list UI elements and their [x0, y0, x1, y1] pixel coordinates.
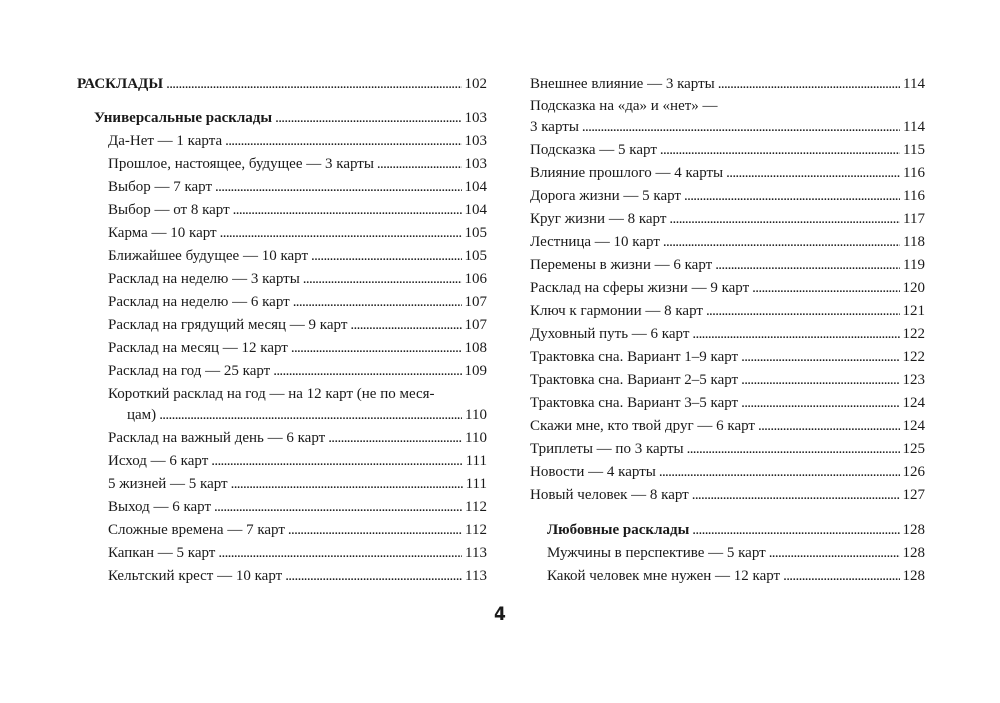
toc-entry	[530, 324, 925, 344]
dot-leader	[659, 462, 900, 482]
dot-leader	[311, 246, 461, 266]
dot-leader	[166, 74, 461, 94]
toc-entry-title: Лестница — 10 карт	[530, 234, 660, 250]
toc-page-number: 120	[902, 280, 925, 296]
toc-entry	[77, 520, 487, 540]
toc-page-number: 121	[902, 303, 925, 319]
toc-page-number: 122	[902, 326, 925, 342]
toc-page-number: 122	[902, 349, 925, 365]
toc-entry-title: Исход — 6 карт	[108, 453, 209, 469]
dot-leader	[303, 269, 462, 289]
dot-leader	[285, 566, 462, 586]
toc-entry	[530, 209, 925, 229]
toc-entry	[77, 177, 487, 197]
toc-page-number: 107	[464, 317, 487, 333]
dot-leader	[220, 223, 462, 243]
toc-entry-title: Сложные времена — 7 карт	[108, 522, 285, 538]
toc-entry	[77, 497, 487, 517]
toc-page-number: 115	[903, 142, 925, 158]
toc-entry	[77, 246, 487, 266]
toc-page-number: 116	[903, 188, 925, 204]
toc-page-number: 114	[903, 119, 925, 135]
toc-entry-title: Трактовка сна. Вариант 2–5 карт	[530, 372, 739, 388]
toc-entry	[530, 566, 925, 586]
toc-page-number: 110	[465, 407, 487, 423]
toc-page-number: 108	[464, 340, 487, 356]
toc-entry-title: Расклад на неделю — 6 карт	[108, 294, 290, 310]
dot-leader	[663, 232, 900, 252]
dot-leader	[293, 292, 462, 312]
dot-leader	[273, 361, 461, 381]
toc-entry-title: Расклад на неделю — 3 карты	[108, 271, 300, 287]
toc-entry	[530, 117, 925, 137]
toc-entry-title: Круг жизни — 8 карт	[530, 211, 667, 227]
toc-entry-title: Прошлое, настоящее, будущее — 3 карты	[108, 156, 374, 172]
toc-page-number: 103	[464, 133, 487, 149]
toc-entry-title: Внешнее влияние — 3 карты	[530, 76, 715, 92]
toc-entry	[530, 347, 925, 367]
toc-entry-title: 5 жизней — 5 карт	[108, 476, 228, 492]
toc-entry	[77, 361, 487, 381]
toc-entry	[530, 278, 925, 298]
toc-entry-title: Выбор — от 8 карт	[108, 202, 230, 218]
dot-leader	[726, 163, 900, 183]
dot-leader	[275, 108, 461, 128]
toc-entry	[77, 154, 487, 174]
toc-entry	[77, 315, 487, 335]
dot-leader	[758, 416, 900, 436]
dot-leader	[715, 255, 900, 275]
dot-leader	[214, 497, 462, 517]
toc-section-entry	[77, 74, 487, 94]
toc-entry	[530, 543, 925, 563]
toc-entry	[530, 485, 925, 505]
toc-page-number: 125	[902, 441, 925, 457]
toc-entry-title: Выбор — 7 карт	[108, 179, 213, 195]
toc-entry-title: Трактовка сна. Вариант 1–9 карт	[530, 349, 739, 365]
dot-leader	[692, 485, 900, 505]
toc-entry	[77, 223, 487, 243]
toc-page-number: 102	[464, 76, 487, 92]
toc-entry	[530, 232, 925, 252]
toc-entry-title: Ключ к гармонии — 8 карт	[530, 303, 703, 319]
toc-entry-title: Расклад на сферы жизни — 9 карт	[530, 280, 750, 296]
toc-entry	[77, 566, 487, 586]
toc-page-number: 127	[902, 487, 925, 503]
toc-entry	[530, 370, 925, 390]
toc-subsection-entry	[530, 520, 925, 540]
toc-page-number: 103	[464, 156, 487, 172]
toc-entry-title: Карма — 10 карт	[108, 225, 217, 241]
toc-page-number: 113	[465, 568, 487, 584]
toc-entry	[77, 543, 487, 563]
toc-entry	[77, 292, 487, 312]
toc-entry-title: Какой человек мне нужен — 12 карт	[547, 568, 781, 584]
toc-page-number: 112	[465, 522, 487, 538]
toc-subsection-title: Любовные расклады	[547, 522, 690, 538]
dot-leader	[718, 74, 900, 94]
dot-leader	[741, 347, 899, 367]
toc-page-number: 124	[902, 395, 925, 411]
toc-entry	[530, 393, 925, 413]
toc-entry	[530, 439, 925, 459]
toc-entry-title: Выход — 6 карт	[108, 499, 212, 515]
toc-entry-title: Трактовка сна. Вариант 3–5 карт	[530, 395, 739, 411]
dot-leader	[741, 393, 899, 413]
toc-entry-title: Кельтский крест — 10 карт	[108, 568, 283, 584]
dot-leader	[159, 405, 462, 425]
dot-leader	[211, 451, 462, 471]
dot-leader	[769, 543, 900, 563]
toc-entry-title: Перемены в жизни — 6 карт	[530, 257, 713, 273]
dot-leader	[752, 278, 899, 298]
toc-entry-title: Да-Нет — 1 карта	[108, 133, 223, 149]
toc-entry	[77, 269, 487, 289]
dot-leader	[582, 117, 900, 137]
toc-entry	[77, 428, 487, 448]
dot-leader	[350, 315, 461, 335]
toc-entry-title: Ближайшее будущее — 10 карт	[108, 248, 309, 264]
toc-entry	[530, 74, 925, 94]
toc-page-number: 105	[464, 248, 487, 264]
dot-leader	[225, 131, 461, 151]
dot-leader	[218, 543, 462, 563]
toc-entry	[530, 163, 925, 183]
toc-entry	[530, 301, 925, 321]
toc-page-number: 124	[902, 418, 925, 434]
toc-entry	[77, 474, 487, 494]
toc-page-number: 119	[903, 257, 925, 273]
toc-entry	[530, 416, 925, 436]
dot-leader	[783, 566, 899, 586]
toc-entry-title: Расклад на грядущий месяц — 9 карт	[108, 317, 348, 333]
toc-page-number: 110	[465, 430, 487, 446]
toc-page-number: 118	[903, 234, 925, 250]
toc-page-number: 123	[902, 372, 925, 388]
toc-page-number: 113	[465, 545, 487, 561]
toc-page-number: 106	[464, 271, 487, 287]
dot-leader	[288, 520, 462, 540]
dot-leader	[660, 140, 900, 160]
toc-page-number: 111	[465, 476, 487, 492]
toc-entry-title: Триплеты — по 3 карты	[530, 441, 684, 457]
dot-leader	[231, 474, 463, 494]
toc-entry-title: Новый человек — 8 карт	[530, 487, 689, 503]
dot-leader	[669, 209, 900, 229]
toc-page-number: 128	[902, 545, 925, 561]
toc-entry-title-line2: цам)	[127, 407, 157, 423]
toc-entry-title: Скажи мне, кто твой друг — 6 карт	[530, 418, 755, 434]
dot-leader	[215, 177, 461, 197]
toc-entry-title: Влияние прошлого — 4 карты	[530, 165, 724, 181]
toc-entry-title: Расклад на год — 25 карт	[108, 363, 271, 379]
toc-entry-title: Расклад на важный день — 6 карт	[108, 430, 326, 446]
toc-entry-title-line1: Короткий расклад на год — на 12 карт (не по меся-	[108, 386, 435, 402]
toc-entry-title: Капкан — 5 карт	[108, 545, 216, 561]
dot-leader	[328, 428, 462, 448]
toc-entry	[530, 186, 925, 206]
page-number: 4	[494, 603, 506, 625]
toc-page-number: 117	[903, 211, 925, 227]
dot-leader	[687, 439, 900, 459]
toc-entry	[530, 462, 925, 482]
dot-leader	[377, 154, 462, 174]
toc-entry-title: Мужчины в перспективе — 5 карт	[547, 545, 766, 561]
toc-entry-title: Подсказка — 5 карт	[530, 142, 657, 158]
dot-leader	[684, 186, 900, 206]
dot-leader	[291, 338, 462, 358]
toc-page-number: 112	[465, 499, 487, 515]
dot-leader	[706, 301, 900, 321]
toc-page-number: 104	[464, 179, 487, 195]
toc-page-number: 109	[464, 363, 487, 379]
toc-page-number: 104	[464, 202, 487, 218]
toc-page-number: 116	[903, 165, 925, 181]
toc-subsection-entry	[77, 108, 487, 128]
dot-leader	[233, 200, 462, 220]
toc-entry-title-line2: 3 карты	[530, 119, 579, 135]
toc-entry-title: Духовный путь — 6 карт	[530, 326, 690, 342]
toc-page-number: 105	[464, 225, 487, 241]
toc-page-number: 111	[465, 453, 487, 469]
toc-page-number: 114	[903, 76, 925, 92]
toc-entry	[77, 200, 487, 220]
dot-leader	[692, 520, 899, 540]
toc-section-title: РАСКЛАДЫ	[77, 76, 164, 92]
toc-entry	[77, 338, 487, 358]
toc-entry-title: Дорога жизни — 5 карт	[530, 188, 681, 204]
dot-leader	[692, 324, 899, 344]
toc-page-number: 103	[464, 110, 487, 126]
toc-entry	[77, 405, 487, 425]
toc-entry	[77, 451, 487, 471]
toc-entry	[530, 255, 925, 275]
toc-page-number: 128	[902, 522, 925, 538]
toc-page-number: 128	[902, 568, 925, 584]
dot-leader	[741, 370, 899, 390]
toc-entry-title: Новости — 4 карты	[530, 464, 656, 480]
toc-entry-title-line1: Подсказка на «да» и «нет» —	[530, 98, 718, 114]
toc-entry	[77, 131, 487, 151]
toc-page-number: 107	[464, 294, 487, 310]
toc-entry-title: Расклад на месяц — 12 карт	[108, 340, 288, 356]
toc-page-number: 126	[902, 464, 925, 480]
toc-subsection-title: Универсальные расклады	[94, 110, 273, 126]
toc-entry	[530, 140, 925, 160]
